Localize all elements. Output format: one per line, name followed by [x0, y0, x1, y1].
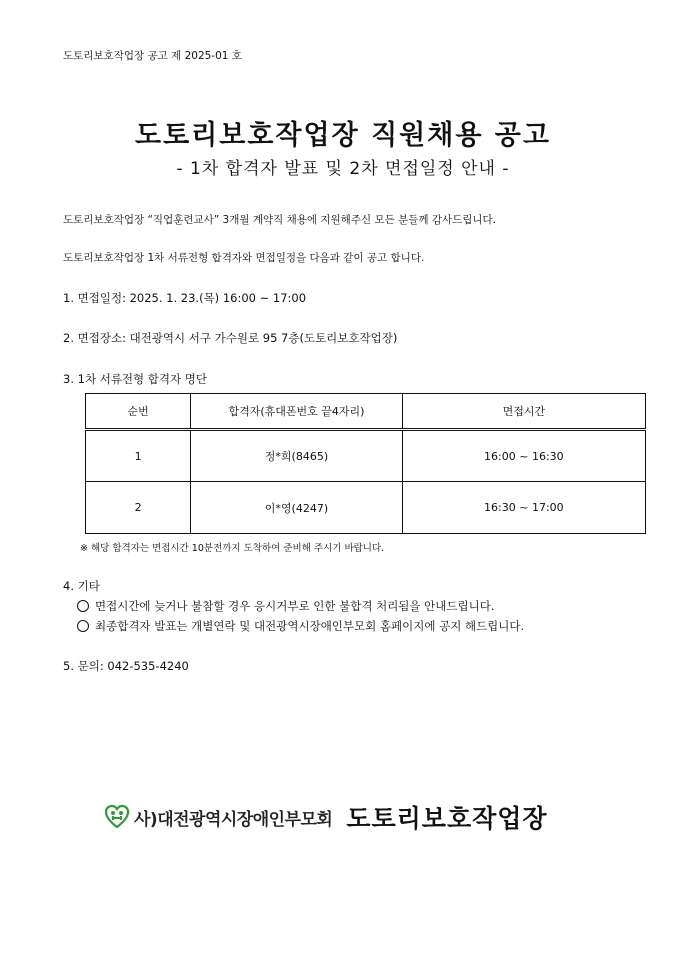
applicant-list-title: 3. 1차 서류전형 합격자 명단: [63, 372, 207, 386]
header-number: 순번: [86, 394, 191, 430]
cell-number: 1: [86, 430, 191, 482]
contact-info: 5. 문의: 042-535-4240: [63, 659, 189, 673]
intro-paragraph-thanks: 도토리보호작업장 “직업훈련교사” 3개월 계약직 채용에 지원해주신 모든 분들께 감사드립니다.: [63, 214, 497, 226]
cell-number: 2: [86, 482, 191, 534]
etc-title: 4. 기타: [63, 579, 100, 593]
cell-applicant: 이*영(4247): [191, 482, 403, 534]
applicant-table: [85, 393, 646, 534]
etc-bullet-text: 면접시간에 늦거나 불참할 경우 응시거부로 인한 불합격 처리됨을 안내드립니다.: [95, 599, 495, 613]
table-header-row: [86, 394, 646, 430]
circle-bullet-icon: [77, 600, 89, 612]
cell-applicant: 정*희(8465): [191, 430, 403, 482]
header-interview-time: 면접시간: [402, 394, 645, 430]
footer-signature: [104, 800, 548, 834]
intro-paragraph-announcement: 도토리보호작업장 1차 서류전형 합격자와 면접일정을 다음과 같이 공고 합니다.: [63, 252, 425, 264]
etc-bullet-item: [77, 618, 524, 634]
table-note: ※ 해당 합격자는 면접시간 10분전까지 도착하여 준비해 주시기 바랍니다.: [80, 543, 385, 554]
circle-bullet-icon: [77, 620, 89, 632]
table-row: [86, 482, 646, 534]
page-subtitle: - 1차 합격자 발표 및 2차 면접일정 안내 -: [176, 159, 510, 179]
page-title: 도토리보호작업장 직원채용 공고: [135, 120, 551, 151]
etc-bullet-item: [77, 598, 495, 614]
interview-location: 2. 면접장소: 대전광역시 서구 가수원로 95 7층(도토리보호작업장): [63, 331, 398, 345]
interview-schedule: 1. 면접일정: 2025. 1. 23.(목) 16:00 ~ 17:00: [63, 291, 307, 305]
cell-interview-time: 16:30 ~ 17:00: [402, 482, 645, 534]
header-applicant: 합격자(휴대폰번호 끝4자리): [191, 394, 403, 430]
etc-bullet-text: 최종합격자 발표는 개별연락 및 대전광역시장애인부모회 홈페이지에 공지 해드립니다.: [95, 619, 525, 633]
organization-logo-icon: [104, 804, 130, 830]
organization-name: 사)대전광역시장애인부모회: [134, 809, 333, 830]
table-row: [86, 430, 646, 482]
document-number: 도토리보호작업장 공고 제 2025-01 호: [63, 50, 242, 62]
cell-interview-time: 16:00 ~ 16:30: [402, 430, 645, 482]
workshop-name: 도토리보호작업장: [346, 804, 548, 833]
